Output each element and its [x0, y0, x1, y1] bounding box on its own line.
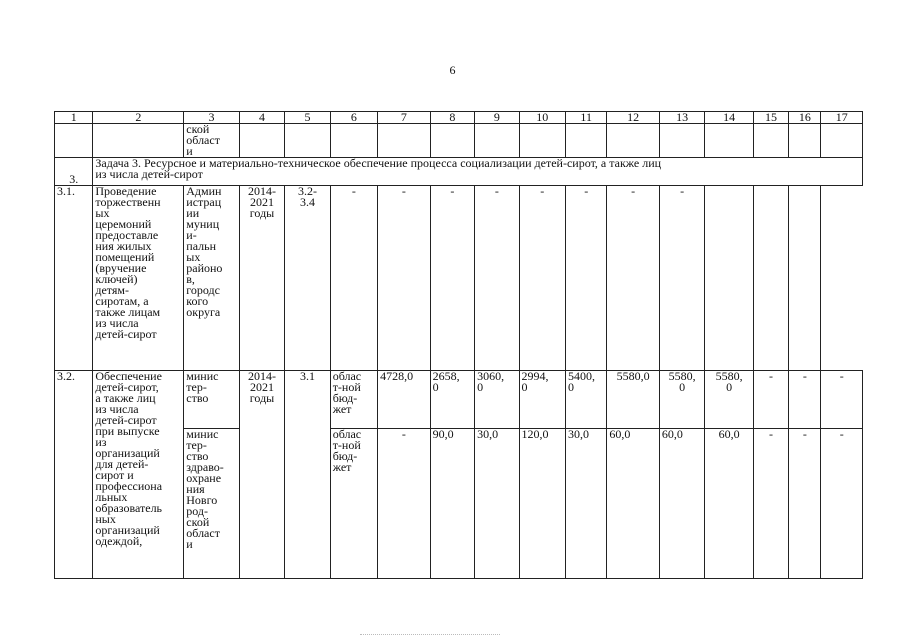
column-number: 9	[475, 112, 519, 124]
executor-cell: минис тер- ство здраво- охране ния Новго род- ской област и	[184, 429, 240, 579]
column-number: 17	[821, 112, 863, 124]
column-number: 6	[330, 112, 377, 124]
row-number: 3.1.	[55, 186, 93, 371]
task-row	[55, 158, 863, 186]
funding-source-cell: облас т-ной бюд- жет	[330, 429, 377, 579]
column-number-row	[55, 112, 863, 124]
value-cell: -	[378, 186, 431, 371]
column-number: 8	[430, 112, 474, 124]
years-cell: 2014- 2021 годы	[239, 186, 284, 371]
column-number: 12	[607, 112, 660, 124]
column-number: 11	[566, 112, 607, 124]
column-number: 5	[285, 112, 330, 124]
column-number: 7	[378, 112, 431, 124]
column-number: 10	[519, 112, 565, 124]
column-number: 15	[753, 112, 788, 124]
column-number: 2	[93, 112, 184, 124]
row-number: 3.2.	[55, 371, 93, 579]
activity-name: Обеспечение детей-сирот, а также лиц из числа детей-сирот при выпуске из организаций для детей- сирот и профессиона льных образователь ных организаций одеждой,	[93, 371, 184, 579]
value-cell: 60,0	[659, 429, 704, 579]
value-cell: 4728,0	[378, 371, 431, 429]
task-number: 3.	[55, 158, 93, 186]
value-cell: 30,0	[566, 429, 607, 579]
value-cell: -	[789, 429, 821, 579]
value-cell: -	[566, 186, 607, 371]
column-number: 16	[789, 112, 821, 124]
value-cell: -	[330, 186, 377, 371]
value-cell: 120,0	[519, 429, 565, 579]
task-title: Задача 3. Ресурсное и материально-техническое обеспечение процесса социализации детей-сирот, а также лиц из числа детей-сирот	[93, 158, 863, 186]
column-number: 1	[55, 112, 93, 124]
value-cell: 5580, 0	[659, 371, 704, 429]
value-cell: -	[430, 186, 474, 371]
column-number: 4	[239, 112, 284, 124]
value-cell: -	[475, 186, 519, 371]
value-cell: 5400, 0	[566, 371, 607, 429]
tasks-cell: 3.1	[285, 371, 330, 579]
value-cell: -	[659, 186, 704, 371]
value-cell: 2994, 0	[519, 371, 565, 429]
executor-cell: Админ истрац ии муниц и- пальн ых районо в, городс кого округа	[184, 186, 240, 371]
tasks-cell: 3.2- 3.4	[285, 186, 330, 371]
table-row	[55, 186, 863, 371]
value-cell: 60,0	[607, 429, 660, 579]
executor-cell: минис тер- ство	[184, 371, 240, 429]
value-cell: -	[607, 186, 660, 371]
value-cell: 90,0	[430, 429, 474, 579]
value-cell: 60,0	[705, 429, 753, 579]
program-activities-table	[54, 111, 863, 579]
scan-artifact	[360, 634, 500, 637]
value-cell: 5580,0	[607, 371, 660, 429]
value-cell: -	[753, 371, 788, 429]
value-cell: 2658, 0	[430, 371, 474, 429]
value-cell: -	[519, 186, 565, 371]
value-cell: 30,0	[475, 429, 519, 579]
funding-source-cell: облас т-ной бюд- жет	[330, 371, 377, 429]
column-number: 13	[659, 112, 704, 124]
value-cell: -	[821, 429, 863, 579]
value-cell: -	[789, 371, 821, 429]
continuation-row	[55, 124, 863, 158]
page-number: 6	[449, 63, 456, 77]
value-cell: 5580, 0	[705, 371, 753, 429]
years-cell: 2014- 2021 годы	[239, 371, 284, 579]
activity-name: Проведение торжественн ых церемоний предоставле ния жилых помещений (вручение ключей) детям- сиротам, а также лицам из числа детей-сирот	[93, 186, 184, 371]
column-number: 3	[184, 112, 240, 124]
value-cell: -	[821, 371, 863, 429]
value-cell: 3060, 0	[475, 371, 519, 429]
executor-cell: ской област и	[184, 124, 240, 158]
table-row	[55, 371, 863, 429]
value-cell: -	[378, 429, 431, 579]
value-cell: -	[753, 429, 788, 579]
column-number: 14	[705, 112, 753, 124]
